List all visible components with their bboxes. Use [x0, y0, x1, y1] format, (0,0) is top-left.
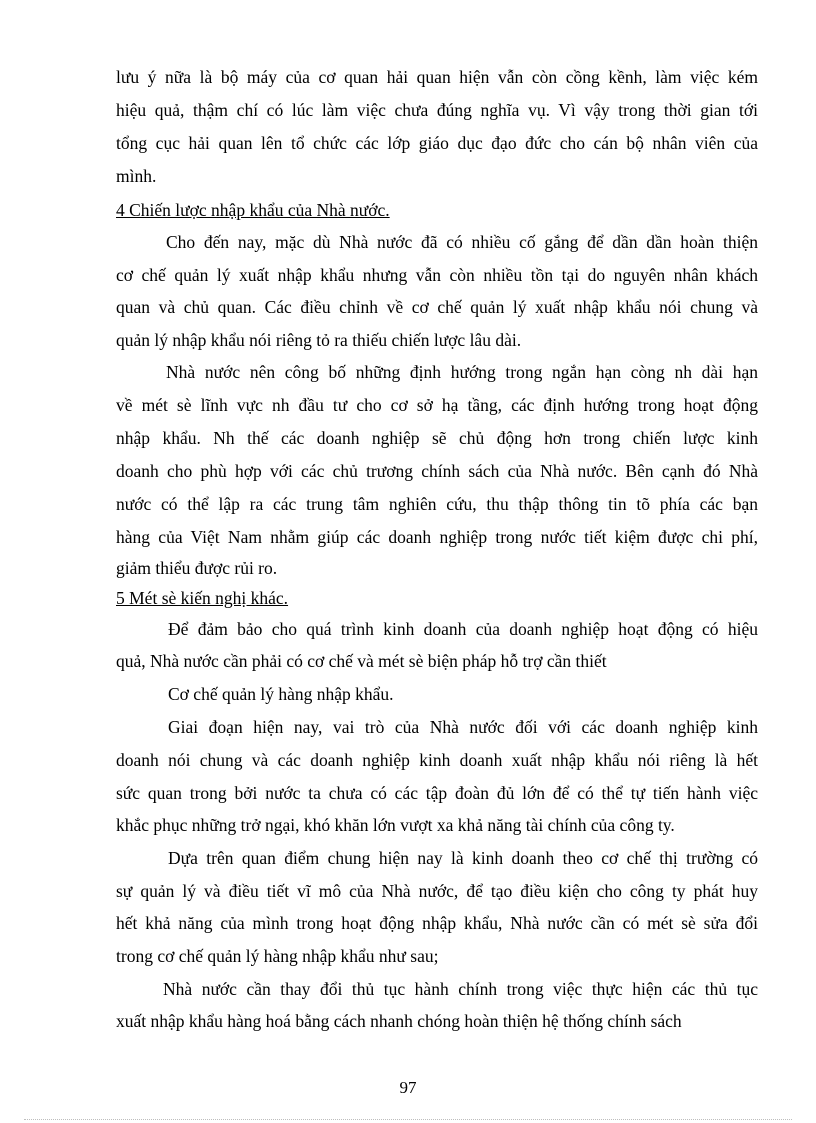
text-line: khắc phục những trở ngại, khó khăn lớn vượt xa khả năng tài chính của công ty. [116, 815, 675, 835]
text-line: mình. [116, 166, 157, 186]
text-line: tổng cục hải quan lên tổ chức các lớp giáo dục đạo đức cho cán bộ nhân viên của [116, 133, 758, 153]
text-line: doanh cho phù hợp với các chủ trương chính sách của Nhà nước. Bên cạnh đó Nhà [116, 461, 758, 481]
text-line: quản lý nhập khẩu nói riêng tỏ ra thiếu chiến lược lâu dài. [116, 330, 522, 350]
page-number: 97 [399, 1078, 417, 1097]
text-line: quả, Nhà nước cần phải có cơ chế và mét sè biện pháp hỗ trợ cần thiết [116, 651, 607, 671]
text-line: sức quan trong bởi nước ta chưa có các tập đoàn đủ lớn để có thể tự tiến hành việc [116, 783, 758, 803]
text-line: hết khả năng của mình trong hoạt động nhập khẩu, Nhà nước cần có mét sè sửa đổi [116, 913, 758, 933]
text-line: trong cơ chế quản lý hàng nhập khẩu như sau; [116, 946, 439, 966]
text-line: doanh nói chung và các doanh nghiệp kinh doanh xuất nhập khẩu nói riêng là hết [116, 750, 758, 770]
text-line: nước có thể lập ra các trung tâm nghiên cứu, thu thập thông tin tõ phía các bạn [116, 494, 758, 514]
text-line: Cơ chế quản lý hàng nhập khẩu. [168, 684, 394, 704]
section-heading: 4 Chiến lược nhập khẩu của Nhà nước. [116, 200, 390, 220]
text-line: hiệu quả, thậm chí có lúc làm việc chưa đúng nghĩa vụ. Vì vậy trong thời gian tới [116, 100, 758, 120]
text-line: cơ chế quản lý xuất nhập khẩu nhưng vẫn còn nhiều tồn tại do nguyên nhân khách [116, 265, 758, 285]
text-line: Cho đến nay, mặc dù Nhà nước đã có nhiều cố gắng để dần dần hoàn thiện [166, 232, 758, 252]
text-line: Nhà nước cần thay đổi thủ tục hành chính trong việc thực hiện các thủ tục [163, 979, 758, 999]
text-line: Giai đoạn hiện nay, vai trò của Nhà nước đối với các doanh nghiệp kinh [168, 717, 758, 737]
text-line: xuất nhập khẩu hàng hoá bằng cách nhanh chóng hoàn thiện hệ thống chính sách [116, 1011, 682, 1031]
text-line: quan và chủ quan. Các điều chỉnh về cơ chế quản lý xuất nhập khẩu nói chung và [116, 297, 758, 317]
section-heading: 5 Mét sè kiến nghị khác. [116, 588, 289, 608]
page-bottom-divider [24, 1119, 792, 1120]
text-line: nhập khẩu. Nh thế các doanh nghiệp sẽ chủ động hơn trong chiến lược kinh [116, 428, 758, 448]
text-line: về mét sè lĩnh vực nh đầu tư cho cơ sở hạ tầng, các định hướng trong hoạt động [116, 395, 758, 415]
text-line: hàng của Việt Nam nhằm giúp các doanh nghiệp trong nước tiết kiệm được chi phí, [116, 527, 758, 547]
text-line: lưu ý nữa là bộ máy của cơ quan hải quan hiện vẫn còn cồng kềnh, làm việc kém [116, 67, 758, 87]
text-line: Dựa trên quan điểm chung hiện nay là kinh doanh theo cơ chế thị trường có [168, 848, 758, 868]
text-line: Nhà nước nên công bố những định hướng trong ngắn hạn còng nh dài hạn [166, 362, 758, 382]
text-line: giảm thiểu được rủi ro. [116, 558, 278, 578]
text-line: sự quản lý và điều tiết vĩ mô của Nhà nước, để tạo điều kiện cho công ty phát huy [116, 881, 758, 901]
text-line: Để đảm bảo cho quá trình kinh doanh của doanh nghiệp hoạt động có hiệu [168, 619, 758, 639]
